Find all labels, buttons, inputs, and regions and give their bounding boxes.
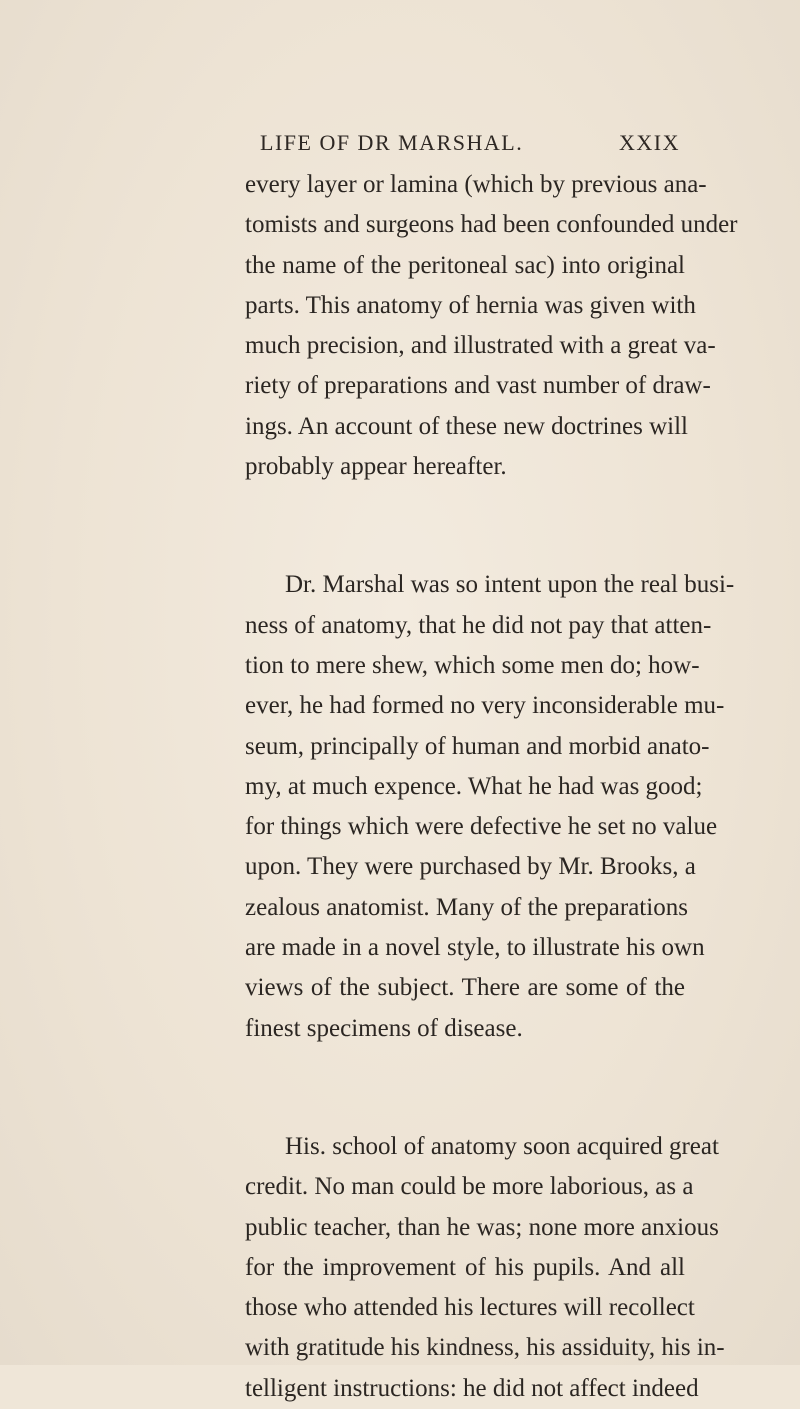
text-line: my, at much expence. What he had was good; <box>245 772 703 800</box>
paragraph-gap <box>245 487 685 565</box>
text-line: zealous anatomist. Many of the preparations <box>245 893 688 921</box>
text-line: for the improvement of his pupils. And all <box>245 1253 685 1281</box>
text-line: the name of the peritoneal sac) into original <box>245 251 685 279</box>
text-line: with gratitude his kindness, his assiduity, his in- <box>245 1334 725 1362</box>
text-line: for things which were defective he set no value <box>245 813 718 841</box>
text-line: are made in a novel style, to illustrate his own <box>245 934 705 962</box>
text-line: ings. An account of these new doctrines will <box>245 412 688 440</box>
text-line: every layer or lamina (which by previous ana- <box>245 171 707 198</box>
text-line: tomists and surgeons had been confounded under <box>245 211 738 239</box>
text-line: credit. No man could be more laborious, as a <box>245 1173 694 1201</box>
text-line: those who attended his lectures will recollect <box>245 1294 695 1322</box>
text-line: upon. They were purchased by Mr. Brooks, a <box>245 853 696 881</box>
running-head-title: LIFE OF DR MARSHAL. <box>260 130 524 155</box>
paragraph-gap <box>245 1049 685 1127</box>
paragraph-2 <box>245 565 735 1049</box>
text-line: telligent instructions: he did not affect indeed <box>245 1374 699 1402</box>
text-line: His. school of anatomy soon acquired great <box>285 1132 719 1160</box>
text-line: finest specimens of disease. <box>245 1014 523 1042</box>
body-text <box>245 165 738 1409</box>
text-line: much precision, and illustrated with a great va- <box>245 332 716 360</box>
running-head <box>260 130 680 160</box>
text-line: tion to mere shew, which some men do; how- <box>245 651 700 679</box>
text-line: parts. This anatomy of hernia was given with <box>245 291 696 319</box>
text-line: seum, principally of human and morbid anato- <box>245 732 710 760</box>
page-number: XXIX <box>619 130 680 155</box>
text-line: riety of preparations and vast number of draw- <box>245 372 711 400</box>
text-line: ever, he had formed no very inconsiderable mu- <box>245 692 725 720</box>
text-line: views of the subject. There are some of the <box>245 974 685 1002</box>
text-line: public teacher, than he was; none more anxious <box>245 1213 719 1241</box>
text-line: Dr. Marshal was so intent upon the real busi- <box>285 571 735 599</box>
paragraph-3 <box>245 1127 725 1409</box>
text-line: ness of anatomy, that he did not pay that atten- <box>245 611 712 639</box>
paragraph-1 <box>245 165 738 487</box>
text-line: probably appear hereafter. <box>245 453 507 481</box>
